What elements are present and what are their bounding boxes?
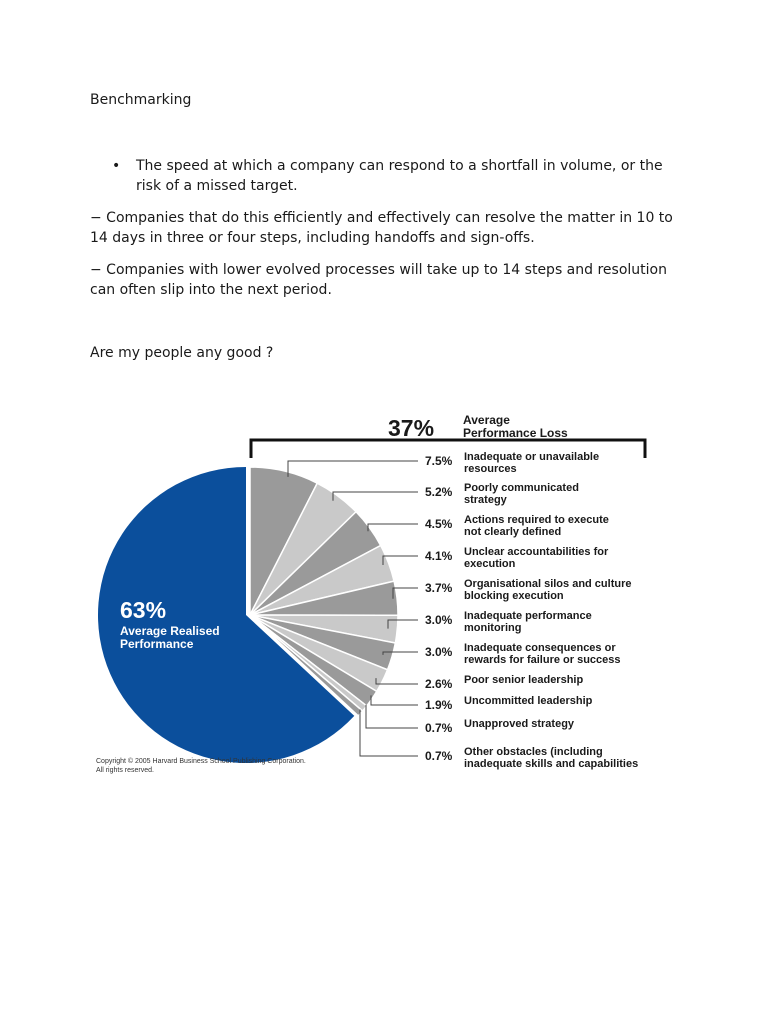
- slice-percent-label: 3.7%: [425, 581, 453, 595]
- slice-text-label: Uncommitted leadership: [464, 695, 593, 707]
- slice-text-label: not clearly defined: [464, 526, 562, 538]
- loss-value-label: 37%: [388, 415, 435, 441]
- slice-text-label: execution: [464, 558, 516, 570]
- leader-line: [333, 492, 418, 501]
- slice-text-label: monitoring: [464, 622, 522, 634]
- document-title: Benchmarking: [90, 92, 192, 108]
- bullet-dot-icon: •: [112, 158, 121, 174]
- leader-line: [368, 524, 418, 531]
- slice-percent-label: 5.2%: [425, 485, 453, 499]
- paragraph-efficient-companies: − Companies that do this efficiently and effectively can resolve the matter in 10 to 14 days in three or four steps, including handoffs and sign-offs.: [90, 210, 673, 246]
- realised-value-label: 63%: [120, 597, 167, 623]
- slice-text-label: blocking execution: [464, 590, 564, 602]
- bullet-item: [112, 156, 672, 196]
- realised-text-label: Average Realised: [120, 624, 220, 638]
- slice-percent-label: 3.0%: [425, 613, 453, 627]
- slice-text-label: Unclear accountabilities for: [464, 546, 609, 558]
- slice-text-label: Inadequate or unavailable: [464, 451, 600, 463]
- slice-text-label: rewards for failure or success: [464, 654, 621, 666]
- leader-line: [360, 710, 418, 757]
- slice-text-label: Unapproved strategy: [464, 718, 575, 730]
- performance-pie-chart: [88, 405, 668, 795]
- bullet-text: The speed at which a company can respond to a shortfall in volume, or the risk of a missed target.: [136, 158, 663, 194]
- slice-text-label: Other obstacles (including: [464, 746, 603, 758]
- slice-text-label: resources: [464, 463, 517, 475]
- copyright-label: All rights reserved.: [96, 767, 154, 774]
- section-heading: Are my people any good ?: [90, 345, 274, 361]
- slice-text-label: Actions required to execute: [464, 514, 609, 526]
- slice-percent-label: 3.0%: [425, 645, 453, 659]
- leader-line: [371, 695, 418, 705]
- loss-text-label: Performance Loss: [463, 426, 568, 440]
- slice-percent-label: 4.1%: [425, 549, 453, 563]
- leader-line: [366, 705, 418, 728]
- loss-text-label: Average: [463, 413, 510, 427]
- slice-percent-label: 2.6%: [425, 677, 453, 691]
- slice-percent-label: 0.7%: [425, 749, 453, 763]
- leader-line: [288, 461, 418, 477]
- slice-text-label: Poor senior leadership: [464, 674, 584, 686]
- slice-text-label: Inadequate performance: [464, 610, 592, 622]
- slice-text-label: strategy: [464, 494, 507, 506]
- copyright-label: Copyright © 2005 Harvard Business School Publishing Corporation.: [96, 758, 306, 765]
- slice-percent-label: 7.5%: [425, 454, 453, 468]
- realised-text-label: Performance: [120, 637, 194, 651]
- slice-text-label: inadequate skills and capabilities: [464, 758, 639, 770]
- slice-text-label: Poorly communicated: [464, 482, 579, 494]
- slice-text-label: Organisational silos and culture: [464, 578, 632, 590]
- chart-svg: [88, 405, 668, 795]
- slice-percent-label: 0.7%: [425, 721, 453, 735]
- paragraph-lower-evolved-companies: − Companies with lower evolved processes will take up to 14 steps and resolution can often slip into the next period.: [90, 262, 667, 298]
- slice-percent-label: 4.5%: [425, 517, 453, 531]
- bullet-list: [112, 156, 672, 196]
- slice-percent-label: 1.9%: [425, 698, 453, 712]
- slice-text-label: Inadequate consequences or: [464, 642, 616, 654]
